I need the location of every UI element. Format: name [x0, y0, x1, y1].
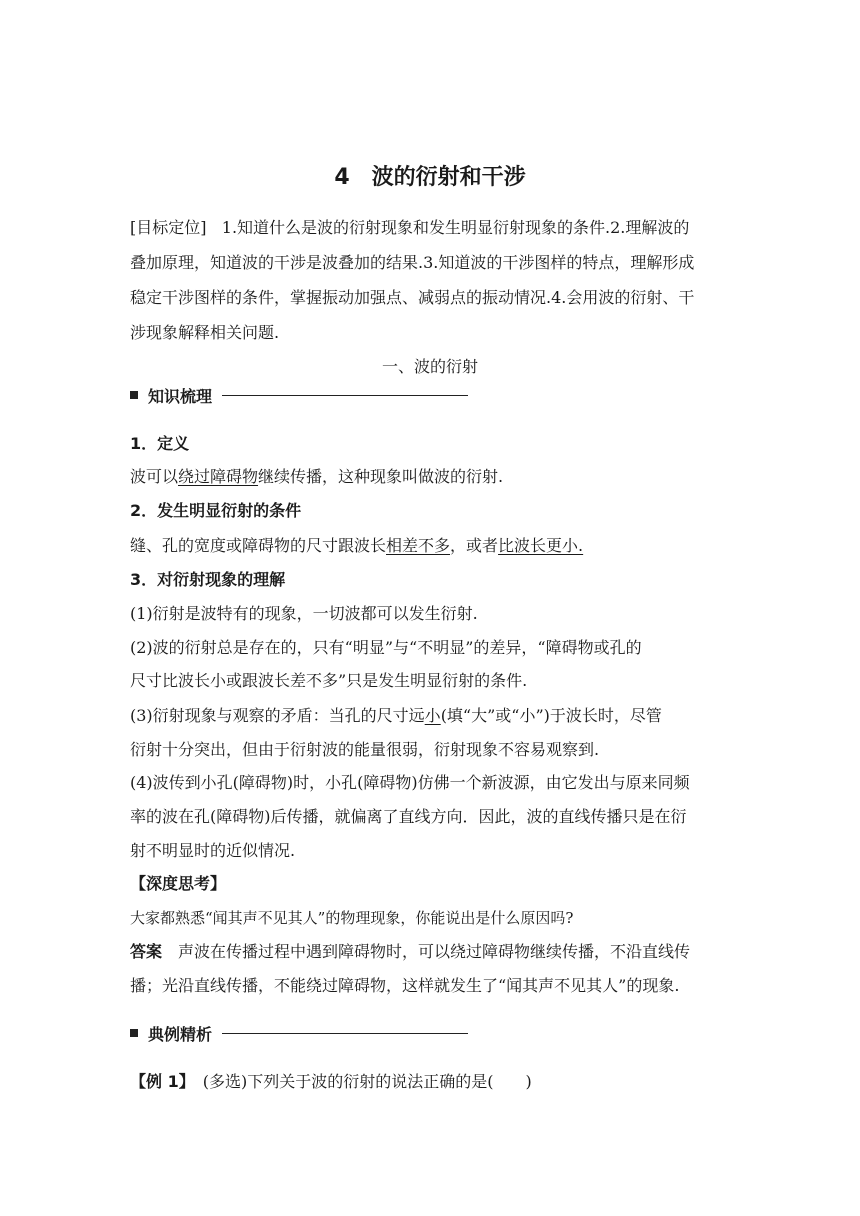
- answer-label: 答案: [130, 942, 163, 961]
- question-text: 大家都熟悉“闻其声不见其人”的物理现象，你能说出是什么原因吗?: [130, 909, 574, 927]
- objectives-line-3: 稳定干涉图样的条件，掌握振动加强点、减弱点的振动情况.4.会用波的衍射、干: [130, 288, 695, 307]
- point-2b: 尺寸比波长小或跟波长差不多”只是发生明显衍射的条件.: [130, 671, 528, 690]
- square-bullet-icon: [130, 391, 138, 399]
- section-rule: [222, 1033, 468, 1034]
- answer-line-2: 播；光沿直线传播，不能绕过障碍物，这样就发生了“闻其声不见其人”的现象.: [130, 976, 680, 995]
- conditions-text: 缝、孔的宽度或障碍物的尺寸跟波长相差不多，或者比波长更小.: [130, 536, 584, 555]
- point-4b: 率的波在孔(障碍物)后传播，就偏离了直线方向．因此，波的直线传播只是在衍: [130, 807, 687, 826]
- blank-answer: 小: [424, 706, 441, 725]
- blank-answer: 相差不多: [386, 536, 451, 555]
- example-1: 【例 1】 (多选)下列关于波的衍射的说法正确的是( ): [130, 1072, 532, 1091]
- point-2a: (2)波的衍射总是存在的，只有“明显”与“不明显”的差异，“障碍物或孔的: [130, 638, 642, 657]
- point-3a: (3)衍射现象与观察的矛盾：当孔的尺寸远小(填“大”或“小”)于波长时，尽管: [130, 706, 662, 725]
- definition-text: 波可以绕过障碍物继续传播，这种现象叫做波的衍射.: [130, 467, 504, 486]
- heading-definition: 1．定义: [130, 434, 190, 453]
- point-4c: 射不明显时的近似情况.: [130, 841, 296, 860]
- blank-answer: 比波长更小.: [498, 536, 584, 555]
- point-4a: (4)波传到小孔(障碍物)时，小孔(障碍物)仿佛一个新波源，由它发出与原来同频: [130, 773, 690, 792]
- point-1: (1)衍射是波特有的现象，一切波都可以发生衍射.: [130, 604, 478, 623]
- answer-line-1: 答案 声波在传播过程中遇到障碍物时，可以绕过障碍物继续传播，不沿直线传: [130, 942, 691, 961]
- section-header-knowledge: 知识梳理: [130, 384, 468, 406]
- page-title: 4 波的衍射和干涉: [334, 165, 526, 190]
- deep-thinking-label: 【深度思考】: [130, 874, 227, 893]
- blank-answer: 绕过障碍物: [178, 467, 259, 486]
- subtitle: 一、波的衍射: [381, 357, 478, 376]
- heading-understanding: 3．对衍射现象的理解: [130, 570, 286, 589]
- point-3b: 衍射十分突出，但由于衍射波的能量很弱，衍射现象不容易观察到.: [130, 740, 600, 759]
- section-header-examples: 典例精析: [130, 1022, 468, 1044]
- square-bullet-icon: [130, 1029, 138, 1037]
- section-rule: [222, 395, 468, 396]
- heading-conditions: 2．发生明显衍射的条件: [130, 501, 302, 520]
- example-label: 【例 1】: [130, 1072, 187, 1091]
- objectives-line-1: [目标定位] 1.知道什么是波的衍射现象和发生明显衍射现象的条件.2.理解波的: [130, 218, 690, 237]
- objectives-line-2: 叠加原理，知道波的干涉是波叠加的结果.3.知道波的干涉图样的特点，理解形成: [130, 253, 695, 272]
- objectives-line-4: 涉现象解释相关问题.: [130, 323, 280, 342]
- objectives-label: [目标定位]: [130, 218, 207, 237]
